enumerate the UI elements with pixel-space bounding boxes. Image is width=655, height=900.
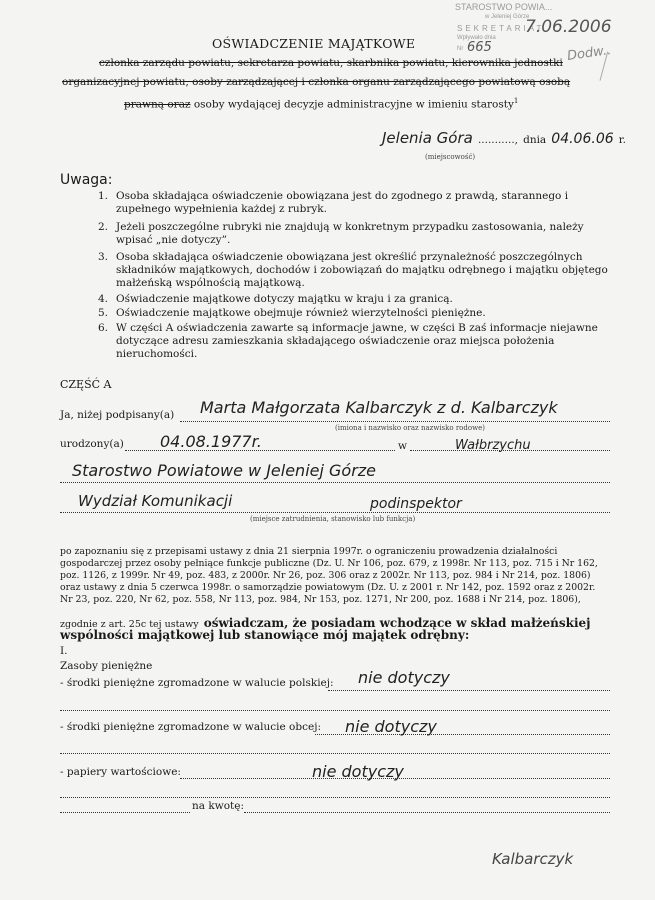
date-value: 04.06.06 [551,131,614,147]
place-value: Jelenia Góra [382,129,473,147]
name-caption: (imiona i nazwisko oraz nazwisko rodowe) [335,424,485,432]
legal-line: poz. 1126, z 1999r. Nr 49, poz. 483, z 2000r. Nr 26, poz. 306 oraz z 2002r. Nr 113, poz. 984 i Nr 214, poz. 1806) [60,570,591,581]
struck-line-3: prawną oraz [124,98,191,111]
stamp-date: 7.06.2006 [525,17,612,37]
place-date [382,128,626,147]
struck-line-1: członka zarządu powiatu, sekretarza powiatu, skarbnika powiatu, kierownika jednostki [99,57,563,69]
legal-line: po zapoznaniu się z przepisami ustawy z dnia 21 sierpnia 1997r. o ograniczeniu prowadzenia działalności [60,546,558,557]
position-value: podinspektor [370,496,462,512]
note-item: 1. Osoba składająca oświadczenie obowiązana jest do zgodnego z prawdą, starannego i zupełnego wypełnienia każdej z rubryk. [98,190,569,215]
note-item: 2. Jeżeli poszczególne rubryki nie znajdują w konkretnym przypadku zastosowania, należy wpisać „nie dotyczy”. [98,221,584,246]
fx-line-2 [60,753,610,754]
date-suffix: r. [618,134,626,146]
note-item: 4. Oświadczenie majątkowe dotyczy majątku w kraju i za granicą. [98,293,453,305]
pln-value: nie dotyczy [358,668,450,687]
signed-label: Ja, niżej podpisany(a) [60,409,175,421]
securities-value: nie dotyczy [312,762,404,781]
workplace-value-1: Starostwo Powiatowe w Jeleniej Górze [72,461,377,480]
pln-label: - środki pieniężne zgromadzone w walucie polskiej: [60,677,334,689]
section-roman: I. [60,645,68,657]
declaration-start: zgodnie z art. 25c tej ustawy [60,619,199,630]
stamp-extra: Dodw.. [566,42,613,65]
legal-line: oraz ustawy z dnia 5 czerwca 1998r. o samorządzie powiatowym (Dz. U. z 2001 r. Nr 142, poz. 1592 oraz z 2002r. [60,582,596,593]
securities-label: - papiery wartościowe: [60,766,181,778]
part-a-heading: CZĘŚĆ A [60,378,112,391]
date-label: dnia [523,134,547,146]
fx-label: - środki pieniężne zgromadzone w walucie obcej: [60,721,321,733]
declaration-bold-2: wspólności majątkowej lub stanowiące mój majątek odrębny: [60,628,470,642]
workplace-line-1 [60,482,610,483]
struck-line-2: organizacyjnej powiatu, osoby zarządzającej i członka organu zarządzającego powiatową osobą [62,76,571,88]
legal-line: Nr 23, poz. 220, Nr 62, poz. 558, Nr 113, poz. 984, Nr 153, poz. 1271, Nr 200, poz. 1688 i Nr 214, poz. 1806), [60,594,581,605]
workplace-value-2: Wydział Komunikacji [78,492,233,510]
place-dots: ..........., [477,134,518,146]
born-label: urodzony(a) [60,438,124,450]
note-item: 6. W części A oświadczenia zawarte są informacje jawne, w części B zaś informacje niejawne dotyczące adresu zamieszkania składającego oświadczenie oraz miejsca położenia nieruchomości. [98,322,598,360]
amount-line-pre [60,812,190,813]
stamp-office: STAROSTWO POWIA... [455,2,553,12]
legal-line: gospodarczej przez osoby pełniące funkcje publiczne (Dz. U. Nr 106, poz. 679, z 1998r. Nr 113, poz. 715 i Nr 162, [60,558,598,569]
born-in-label: w [398,440,407,452]
header-line-3-rest: osoby wydającej decyzje administracyjne w imieniu starosty [193,98,514,111]
stamp-number: 665 [467,40,492,55]
stamp-received-label: Wpływało dnia [457,35,496,41]
note-item: 5. Oświadczenie majątkowe obejmuje również wierzytelności pieniężne. [98,307,486,319]
footnote-mark: 1 [513,97,519,105]
fx-value: nie dotyczy [345,717,437,736]
place-caption: (miejscowość) [425,153,476,161]
stamp-secretariat: SEKRETARIAT [457,24,545,33]
stamp-nr-label: Nr [457,46,464,52]
footer-initials: Kalbarczyk [492,850,574,868]
workplace-line-2 [60,512,610,513]
pln-line-2 [60,710,610,711]
amount-label: na kwotę: [192,800,245,812]
amount-line [244,812,610,813]
name-value: Marta Małgorzata Kalbarczyk z d. Kalbarczyk [200,398,558,417]
stamp-city: w Jeleniej Górze [485,14,530,20]
name-line [180,421,610,422]
section-heading: Zasoby pieniężne [60,660,153,672]
pln-line [328,690,610,691]
born-place-value: Wałbrzychu [455,438,531,453]
header-line-3 [124,97,518,111]
notes-heading: Uwaga: [60,172,113,188]
securities-line-2 [60,797,610,798]
workplace-caption: (miejsce zatrudnienia, stanowisko lub funkcja) [250,515,416,523]
legal-text [60,546,598,606]
document-title: OŚWIADCZENIE MAJĄTKOWE [212,36,416,51]
note-item: 3. Osoba składająca oświadczenie obowiązana jest określić przynależność poszczególnych składników majątkowych, dochodów i zobowiązań do majątku odrębnego i majątku objętego małżeńską wspólnością majątkową. [98,251,608,289]
declaration-bold-1: oświadczam, że posiadam wchodzące w skład małżeńskiej [203,616,591,630]
born-date-value: 04.08.1977r. [160,432,262,451]
